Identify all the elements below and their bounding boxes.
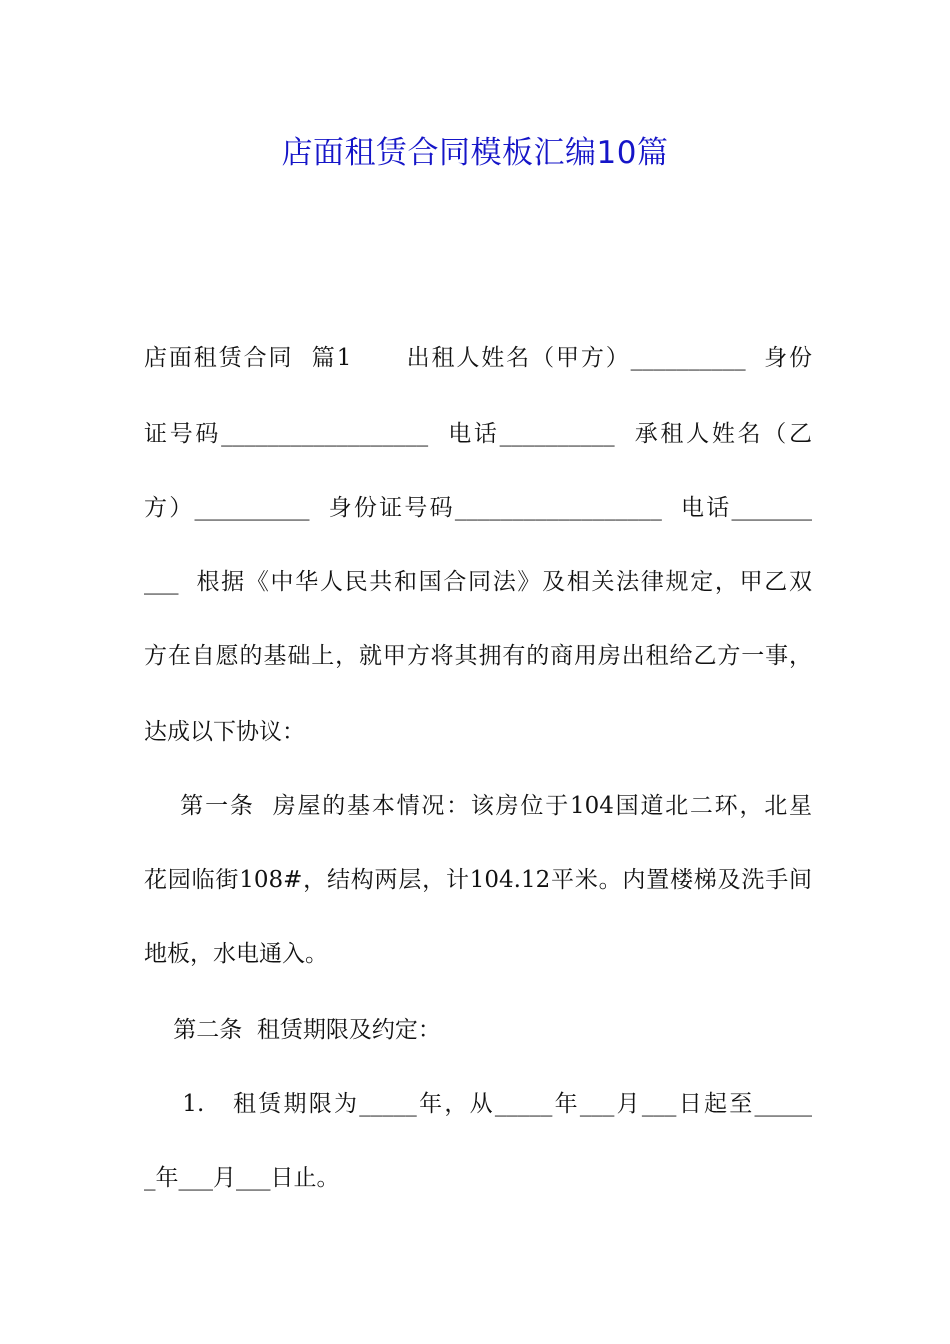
body-line-10: 第二条 租赁期限及约定： [144,1017,441,1043]
body-line-6: 达成以下协议： [144,719,305,745]
document-title: 店面租赁合同模板汇编10篇 [281,135,669,171]
body-line-7: 第一条 房屋的基本情况：该房位于104国道北二环，北星 [144,793,812,819]
body-line-9: 地板，水电通入。 [144,941,328,967]
body-line-2: 证号码__________________ 电话__________ 承租人姓名（乙 [144,421,812,447]
body-line-3: 方）__________ 身份证号码__________________ 电话_______ [144,495,812,521]
body-line-4: ___ 根据《中华人民共和国合同法》及相关法律规定，甲乙双 [144,569,812,595]
body-line-5: 方在自愿的基础上，就甲方将其拥有的商用房出租给乙方一事， [144,643,812,669]
body-line-11: 1. 租赁期限为_____年，从_____年___月___日起至_____ [144,1091,812,1117]
body-line-12: _年___月___日止。 [144,1165,340,1191]
body-line-1: 店面租赁合同 篇1 出租人姓名（甲方）__________ 身份 [144,345,812,371]
body-line-8: 花园临街108#，结构两层，计104.12平米。内置楼梯及洗手间 [144,867,812,893]
